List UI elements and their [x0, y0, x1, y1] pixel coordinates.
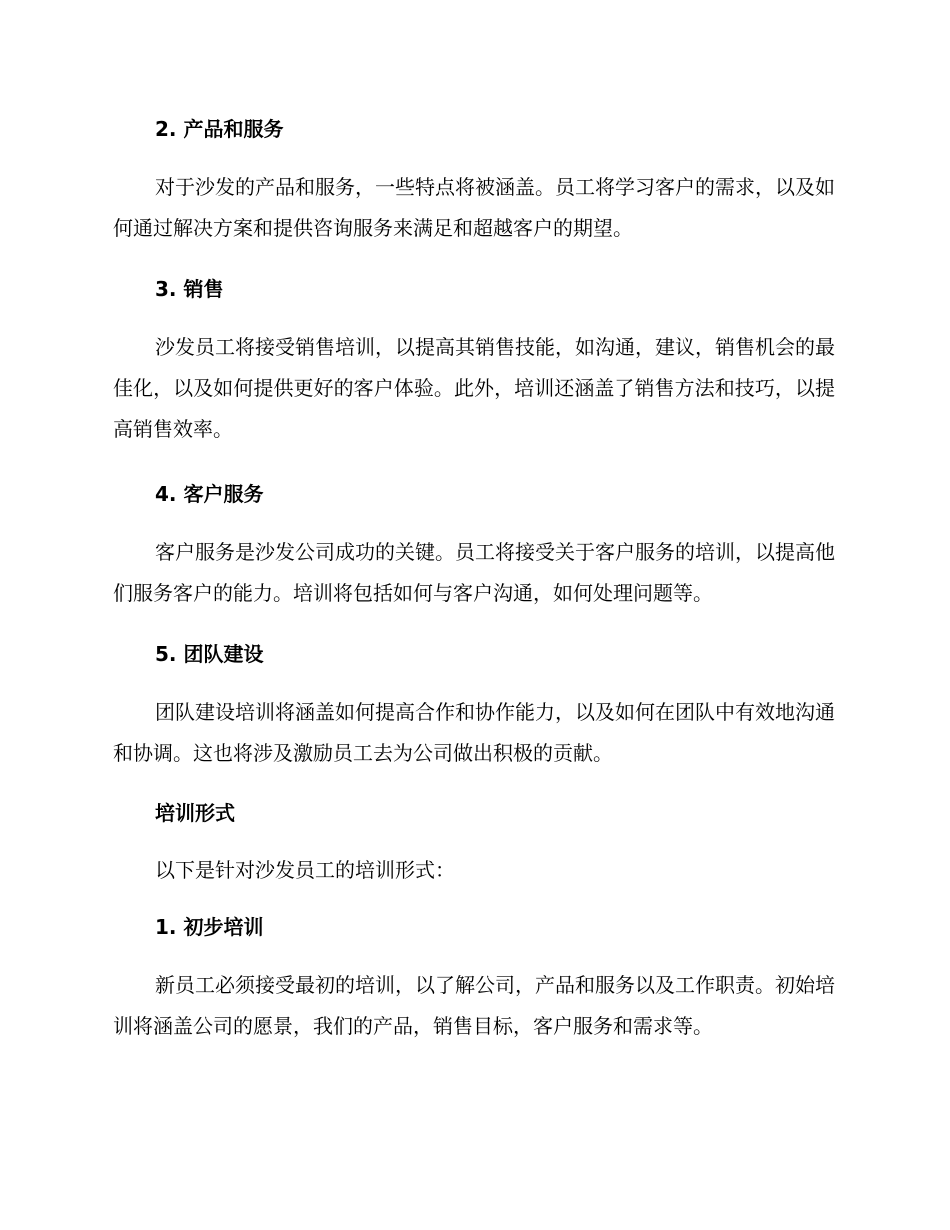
section-heading-products-services: 2. 产品和服务	[155, 117, 284, 141]
section-heading-initial-training: 1. 初步培训	[155, 915, 264, 939]
section-heading-customer-service: 4. 客户服务	[155, 482, 264, 506]
section-paragraph-customer-service: 客户服务是沙发公司成功的关键。员工将接受关于客户服务的培训，以提高他们服务客户的能力。培训将包括如何与客户沟通，如何处理问题等。	[113, 540, 835, 605]
section-paragraph-training-format: 以下是针对沙发员工的培训形式：	[155, 858, 455, 882]
section-heading-training-format: 培训形式	[155, 801, 235, 825]
section-heading-sales: 3. 销售	[155, 277, 224, 301]
section-paragraph-products-services: 对于沙发的产品和服务，一些特点将被涵盖。员工将学习客户的需求，以及如何通过解决方案和提供咨询服务来满足和超越客户的期望。	[113, 175, 835, 240]
section-paragraph-team-building: 团队建设培训将涵盖如何提高合作和协作能力，以及如何在团队中有效地沟通和协调。这也将涉及激励员工去为公司做出积极的贡献。	[113, 700, 835, 765]
section-paragraph-sales: 沙发员工将接受销售培训，以提高其销售技能，如沟通，建议，销售机会的最佳化，以及如何提供更好的客户体验。此外，培训还涵盖了销售方法和技巧，以提高销售效率。	[113, 335, 835, 441]
section-paragraph-initial-training: 新员工必须接受最初的培训，以了解公司，产品和服务以及工作职责。初始培训将涵盖公司的愿景，我们的产品，销售目标，客户服务和需求等。	[113, 973, 835, 1038]
section-heading-team-building: 5. 团队建设	[155, 642, 264, 666]
